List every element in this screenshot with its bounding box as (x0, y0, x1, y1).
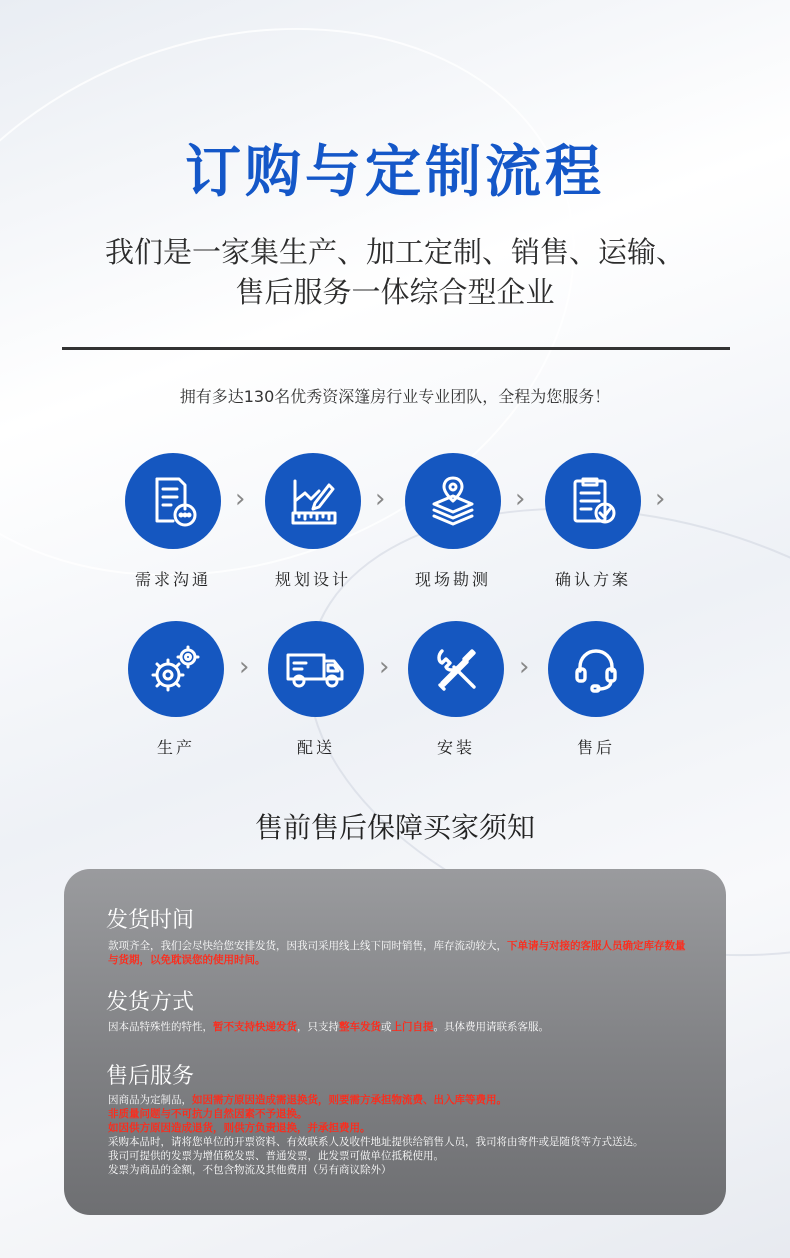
team-statement: 拥有多达130名优秀资深篷房行业专业团队，全程为您服务！ (179, 387, 611, 406)
step-survey (393, 453, 513, 590)
step-after-sales (536, 621, 656, 758)
company-intro (0, 232, 790, 312)
chevron-right-icon: › (375, 484, 386, 514)
chevron-right-icon: › (519, 652, 530, 682)
headset-icon (548, 621, 644, 717)
step-installation (396, 621, 516, 758)
step-design (253, 453, 373, 590)
map-pin-layers-icon (405, 453, 501, 549)
notice-text: 。具体费用请联系客服。 (433, 1021, 549, 1033)
notice-text: ，只支持 (297, 1021, 339, 1033)
step-label: 售后 (576, 738, 615, 757)
step-production (116, 621, 236, 758)
notice-panel (64, 869, 726, 1215)
step-label: 生产 (156, 738, 195, 757)
notice-paragraph (108, 1020, 688, 1034)
step-confirm (533, 453, 653, 590)
document-chat-icon (125, 453, 221, 549)
notice-highlight: 上门自提 (391, 1021, 434, 1033)
gears-icon (128, 621, 224, 717)
chevron-right-icon: › (379, 652, 390, 682)
chevron-right-icon: › (515, 484, 526, 514)
step-delivery (256, 621, 376, 758)
notice-highlight: 非质量问题与不可抗力自然因素不予退换。 (108, 1108, 308, 1120)
notice-highlight: 暂不支持快递发货 (213, 1021, 297, 1033)
notice-text: 或 (381, 1021, 392, 1033)
intro-line-2: 售后服务一体综合型企业 (235, 275, 555, 309)
step-label: 配送 (296, 738, 335, 757)
notice-text: 采购本品时，请将您单位的开票资料、有效联系人及收件地址提供给销售人员，我司将由寄件或是随货等方式送达。 (108, 1136, 644, 1148)
checklist-icon (545, 453, 641, 549)
notice-highlight: 如因供方原因造成退货，则供方负责退换，并承担费用。 (108, 1122, 371, 1134)
page-title: 订购与定制流程 (185, 140, 605, 205)
chevron-right-icon: › (655, 484, 666, 514)
notice-text: 因本品特殊性的特性， (108, 1021, 213, 1033)
step-label: 需求沟通 (134, 570, 211, 589)
step-label: 规划设计 (274, 570, 351, 589)
notice-highlight: 整车发货 (339, 1021, 381, 1033)
notice-text: 发票为商品的金额，不包含物流及其他费用（另有商议除外） (108, 1164, 392, 1176)
intro-line-1: 我们是一家集生产、加工定制、销售、运输、 (104, 235, 685, 269)
notice-heading: 发货方式 (106, 990, 195, 1015)
notice-heading: 发货时间 (106, 908, 195, 933)
tools-icon (408, 621, 504, 717)
ruler-pencil-icon (265, 453, 361, 549)
notice-heading: 售后服务 (106, 1064, 195, 1089)
notice-text: 因商品为定制品， (108, 1094, 192, 1106)
chevron-right-icon: › (235, 484, 246, 514)
step-label: 确认方案 (554, 570, 631, 589)
step-label: 安装 (436, 738, 475, 757)
chevron-right-icon: › (239, 652, 250, 682)
notice-text: 我司可提供的发票为增值税发票、普通发票，此发票可做单位抵税使用。 (108, 1150, 444, 1162)
step-requirement (113, 453, 233, 590)
step-label: 现场勘测 (414, 570, 491, 589)
notice-paragraph (108, 1093, 688, 1177)
notice-text: 款项齐全，我们会尽快给您安排发货，因我司采用线上线下同时销售，库存流动较大， (108, 940, 507, 952)
notice-highlight: 如因需方原因造成需退换货，则要需方承担物流费、出入库等费用。 (192, 1094, 507, 1106)
section-title: 售前售后保障买家须知 (254, 811, 535, 844)
notice-paragraph (108, 939, 688, 967)
truck-icon (268, 621, 364, 717)
divider (62, 347, 730, 350)
notice-highlight: 下单请与对接的客服人员确定库存数量与货期，以免耽误您的使用时间。 (108, 940, 686, 966)
